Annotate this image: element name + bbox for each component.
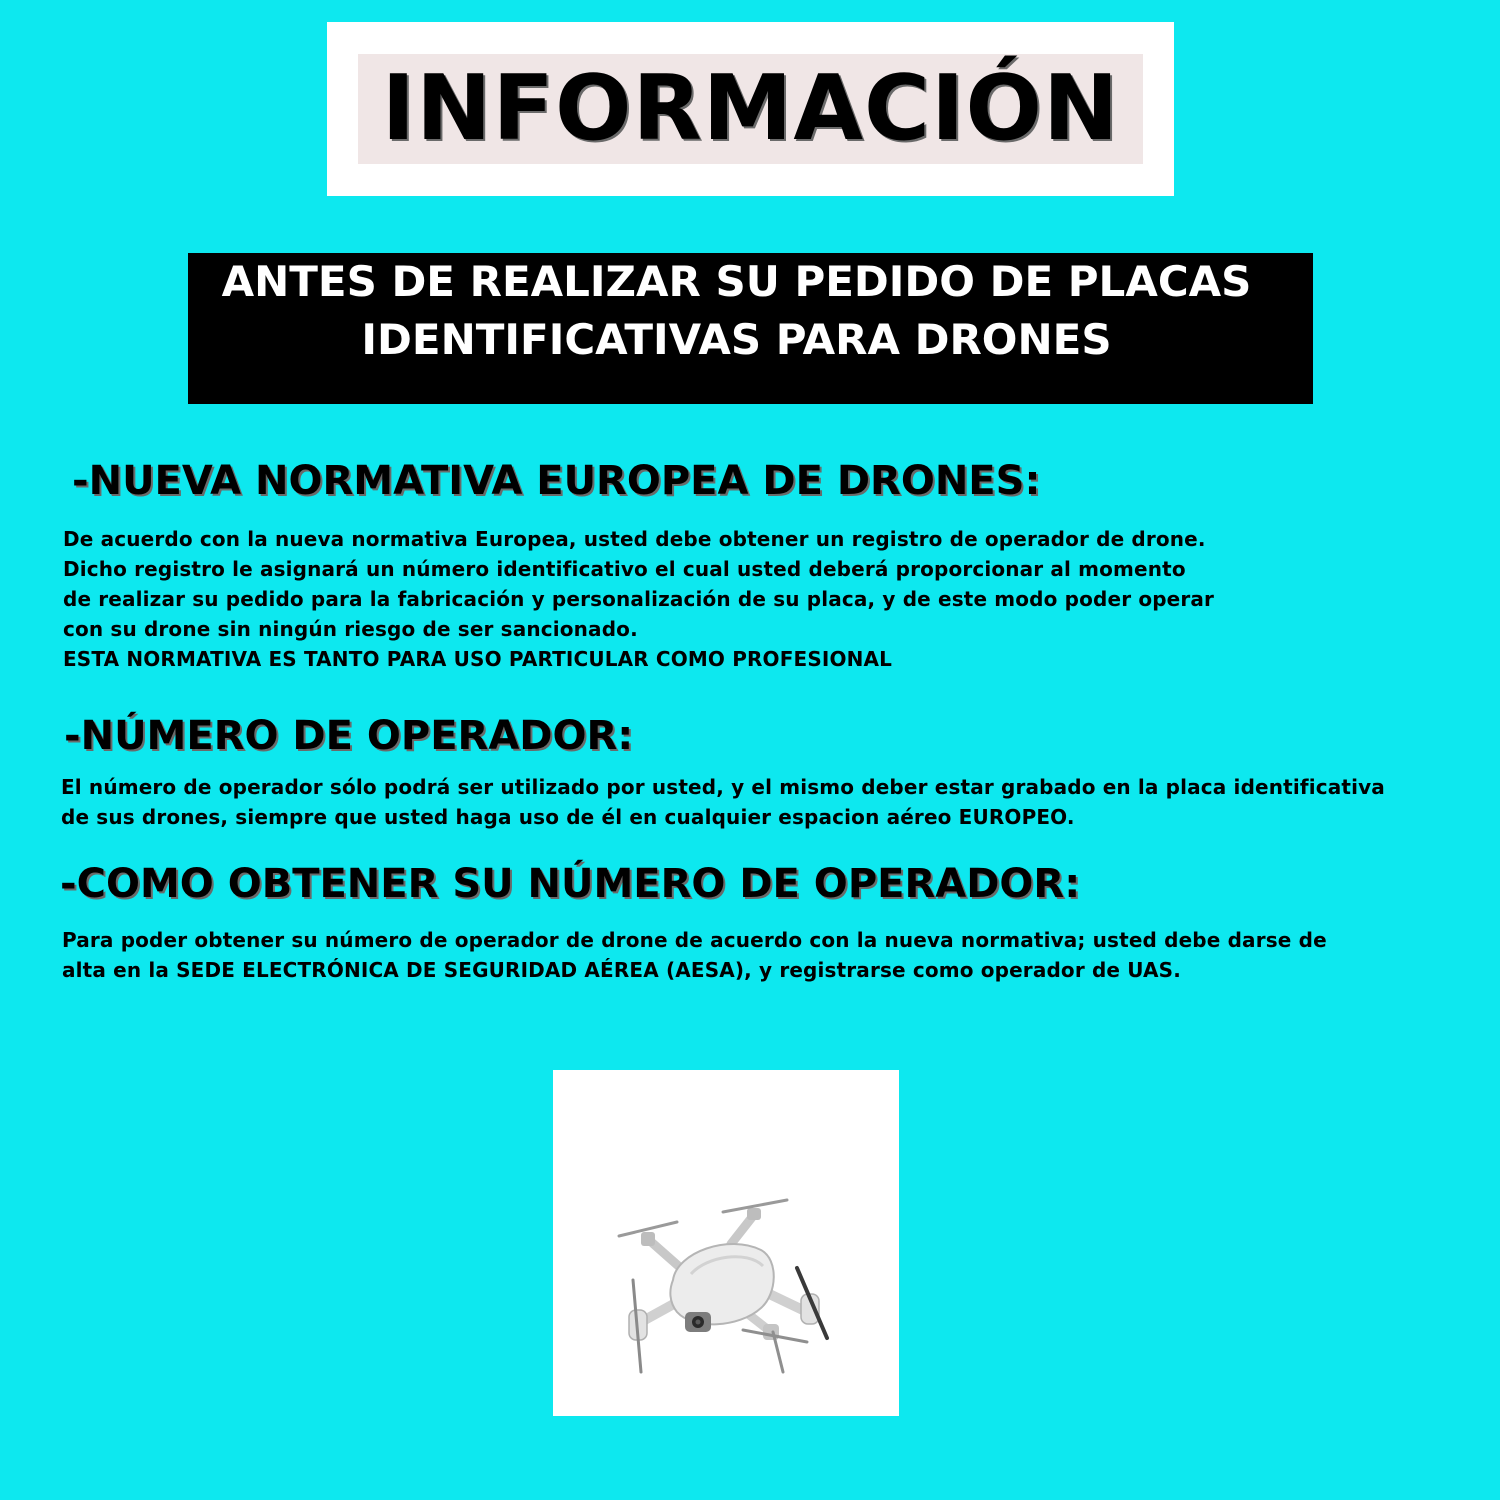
section-heading-numero-operador: -NÚMERO DE OPERADOR: [64, 713, 634, 759]
title-card [327, 22, 1174, 196]
body-line: de sus drones, siempre que usted haga uso de él en cualquier espacion aéreo EUROPEO. [61, 805, 1075, 829]
body-line: Para poder obtener su número de operador de drone de acuerdo con la nueva normativa; usted debe darse de [62, 928, 1327, 952]
page-title: INFORMACIÓN [381, 56, 1120, 161]
body-line: Dicho registro le asignará un número identificativo el cual usted deberá proporcionar al momento [63, 557, 1186, 581]
drone-icon [611, 1182, 841, 1382]
body-line: alta en la SEDE ELECTRÓNICA DE SEGURIDAD AÉREA (AESA), y registrarse como operador de UAS. [62, 958, 1181, 982]
body-line: ESTA NORMATIVA ES TANTO PARA USO PARTICULAR COMO PROFESIONAL [63, 647, 893, 671]
section-heading-normativa: -NUEVA NORMATIVA EUROPEA DE DRONES: [72, 458, 1041, 504]
section-heading-como-obtener: -COMO OBTENER SU NÚMERO DE OPERADOR: [60, 861, 1081, 907]
section-body-como-obtener [62, 925, 1327, 985]
notice-line-2: IDENTIFICATIVAS PARA DRONES [361, 315, 1112, 364]
section-body-numero-operador [61, 772, 1385, 832]
notice-banner [188, 253, 1313, 404]
drone-image-card [553, 1070, 899, 1416]
body-line: de realizar su pedido para la fabricación y personalización de su placa, y de este modo poder operar [63, 587, 1215, 611]
body-line: El número de operador sólo podrá ser utilizado por usted, y el mismo deber estar grabado en la placa identificativa [61, 775, 1385, 799]
body-line: con su drone sin ningún riesgo de ser sancionado. [63, 617, 638, 641]
notice-line-1: ANTES DE REALIZAR SU PEDIDO DE PLACAS [221, 257, 1252, 306]
title-band [358, 54, 1143, 164]
section-body-normativa [63, 524, 1214, 674]
body-line: De acuerdo con la nueva normativa Europea, usted debe obtener un registro de operador de drone. [63, 527, 1206, 551]
